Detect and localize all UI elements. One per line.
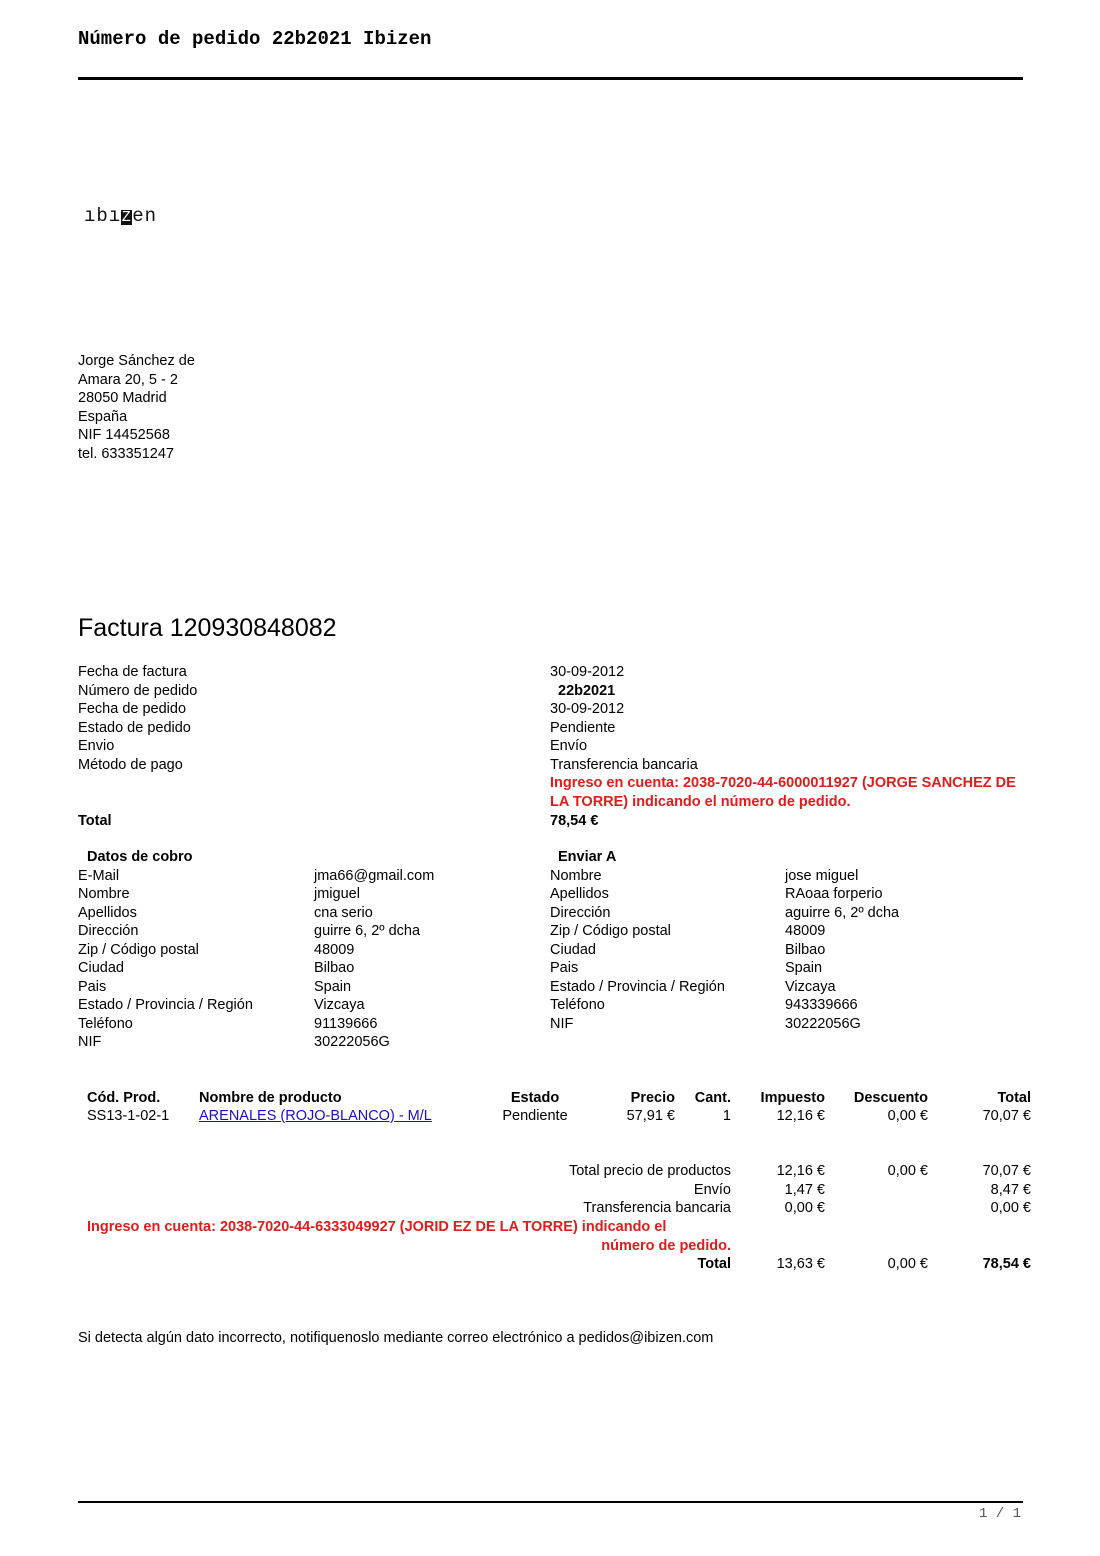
shipping-name-label: Nombre <box>550 868 602 884</box>
product-price: 57,91 € <box>626 1108 675 1124</box>
shipping-method-value: Envío <box>550 738 588 754</box>
page-number: 1 / 1 <box>978 1506 1021 1522</box>
seller-line: NIF 14452568 <box>78 427 170 443</box>
col-header-discount: Descuento <box>853 1090 928 1106</box>
payment-method-label: Método de pago <box>78 757 183 773</box>
product-name-link[interactable]: ARENALES (ROJO-BLANCO) - M/L <box>199 1108 432 1124</box>
payment-instructions-line2: LA TORRE) indicando el número de pedido. <box>550 794 851 810</box>
shipping-surname-value: RAoaa forperio <box>785 886 883 902</box>
summary-transfer-tax: 0,00 € <box>784 1200 825 1216</box>
col-header-quantity: Cant. <box>694 1090 731 1106</box>
order-date-value: 30-09-2012 <box>550 701 625 717</box>
billing-section-title: Datos de cobro <box>87 849 193 865</box>
seller-address <box>78 352 195 463</box>
invoice-total-value: 78,54 € <box>550 813 599 829</box>
col-header-price: Precio <box>630 1090 675 1106</box>
shipping-country-label: Pais <box>550 960 579 976</box>
shipping-region-label: Estado / Provincia / Región <box>550 979 725 995</box>
seller-line: Amara 20, 5 - 2 <box>78 371 178 388</box>
summary-grand-total-label: Total <box>697 1256 731 1272</box>
billing-address-value: guirre 6, 2º dcha <box>314 923 421 939</box>
shipping-country-value: Spain <box>785 960 823 976</box>
summary-shipping-label: Envío <box>693 1182 731 1198</box>
shipping-address-label: Dirección <box>550 905 611 921</box>
summary-payment-note-line2: número de pedido. <box>601 1238 731 1254</box>
seller-line: Jorge Sánchez de <box>78 353 195 369</box>
billing-surname-value: cna serio <box>314 905 373 921</box>
billing-region-label: Estado / Provincia / Región <box>78 997 253 1013</box>
shipping-surname-label: Apellidos <box>550 886 609 902</box>
summary-products-tax: 12,16 € <box>776 1163 825 1179</box>
seller-line: España <box>78 408 128 425</box>
payment-instructions-line1: Ingreso en cuenta: 2038-7020-44-6000011927 (JORGE SANCHEZ DE <box>550 775 1016 791</box>
summary-shipping-total: 8,47 € <box>990 1182 1031 1198</box>
invoice-title: Factura 120930848082 <box>78 614 337 642</box>
billing-surname-label: Apellidos <box>78 905 137 921</box>
correction-notice: Si detecta algún dato incorrecto, notifiquenoslo mediante correo electrónico a pedidos@ibizen.com <box>78 1330 714 1346</box>
shipping-nif-value: 30222056G <box>785 1016 861 1032</box>
col-header-code: Cód. Prod. <box>87 1090 161 1106</box>
billing-nif-label: NIF <box>78 1034 102 1050</box>
product-code: SS13-1-02-1 <box>87 1108 170 1124</box>
billing-phone-value: 91139666 <box>314 1016 378 1032</box>
billing-nif-value: 30222056G <box>314 1034 390 1050</box>
billing-name-label: Nombre <box>78 886 130 902</box>
col-header-tax: Impuesto <box>760 1090 825 1106</box>
summary-grand-total: 78,54 € <box>982 1256 1031 1272</box>
seller-line: tel. 633351247 <box>78 445 174 462</box>
shipping-zip-value: 48009 <box>785 923 826 939</box>
billing-city-label: Ciudad <box>78 960 124 976</box>
shipping-name-value: jose miguel <box>785 868 859 884</box>
col-header-total: Total <box>997 1090 1031 1106</box>
product-tax: 12,16 € <box>776 1108 825 1124</box>
billing-name-value: jmiguel <box>314 886 360 902</box>
billing-email-label: E-Mail <box>78 868 120 884</box>
shipping-nif-label: NIF <box>550 1016 574 1032</box>
shipping-phone-value: 943339666 <box>785 997 858 1013</box>
order-date-label: Fecha de pedido <box>78 701 187 717</box>
seller-line: 28050 Madrid <box>78 390 167 406</box>
payment-method-value: Transferencia bancaria <box>550 757 698 773</box>
billing-city-value: Bilbao <box>314 960 355 976</box>
summary-grand-discount: 0,00 € <box>887 1256 928 1272</box>
shipping-method-label: Envio <box>78 738 115 754</box>
summary-transfer-total: 0,00 € <box>990 1200 1031 1216</box>
billing-country-label: Pais <box>78 979 107 995</box>
invoice-total-label: Total <box>78 813 112 829</box>
shipping-phone-label: Teléfono <box>550 997 605 1013</box>
order-number-label: Número de pedido <box>78 683 198 699</box>
product-total: 70,07 € <box>982 1108 1031 1124</box>
product-discount: 0,00 € <box>887 1108 928 1124</box>
shipping-zip-label: Zip / Código postal <box>550 923 671 939</box>
footer-divider <box>78 1501 1023 1503</box>
shipping-section-title: Enviar A <box>558 849 617 865</box>
shipping-city-label: Ciudad <box>550 942 596 958</box>
header-divider <box>78 77 1023 80</box>
product-status: Pendiente <box>502 1108 568 1124</box>
billing-zip-value: 48009 <box>314 942 355 958</box>
summary-transfer-label: Transferencia bancaria <box>583 1200 731 1216</box>
billing-address-label: Dirección <box>78 923 139 939</box>
invoice-date-label: Fecha de factura <box>78 664 187 680</box>
invoice-date-value: 30-09-2012 <box>550 664 625 680</box>
col-header-status: Estado <box>510 1090 560 1106</box>
col-header-product-name: Nombre de producto <box>199 1090 342 1106</box>
product-quantity: 1 <box>722 1108 731 1124</box>
shipping-region-value: Vizcaya <box>785 979 836 995</box>
order-status-value: Pendiente <box>550 720 616 736</box>
summary-products-total: 70,07 € <box>982 1163 1031 1179</box>
billing-phone-label: Teléfono <box>78 1016 133 1032</box>
billing-zip-label: Zip / Código postal <box>78 942 199 958</box>
shipping-address-value: aguirre 6, 2º dcha <box>785 905 900 921</box>
summary-shipping-tax: 1,47 € <box>784 1182 825 1198</box>
logo-text-start: ıbı <box>84 205 122 227</box>
billing-country-value: Spain <box>314 979 352 995</box>
logo-text-end: en <box>132 205 158 227</box>
summary-products-label: Total precio de productos <box>568 1163 731 1179</box>
billing-email-value: jma66@gmail.com <box>314 868 435 884</box>
shipping-city-value: Bilbao <box>785 942 826 958</box>
summary-products-discount: 0,00 € <box>887 1163 928 1179</box>
summary-grand-tax: 13,63 € <box>776 1256 825 1272</box>
billing-region-value: Vizcaya <box>314 997 365 1013</box>
summary-payment-note-line1: Ingreso en cuenta: 2038-7020-44-6333049927 (JORID EZ DE LA TORRE) indicando el <box>87 1219 667 1235</box>
ibizen-logo <box>84 205 157 227</box>
order-number-value: 22b2021 <box>558 683 616 699</box>
logo-mark: Z <box>121 209 132 226</box>
order-status-label: Estado de pedido <box>78 720 191 736</box>
document-header-title: Número de pedido 22b2021 Ibizen <box>78 28 432 50</box>
